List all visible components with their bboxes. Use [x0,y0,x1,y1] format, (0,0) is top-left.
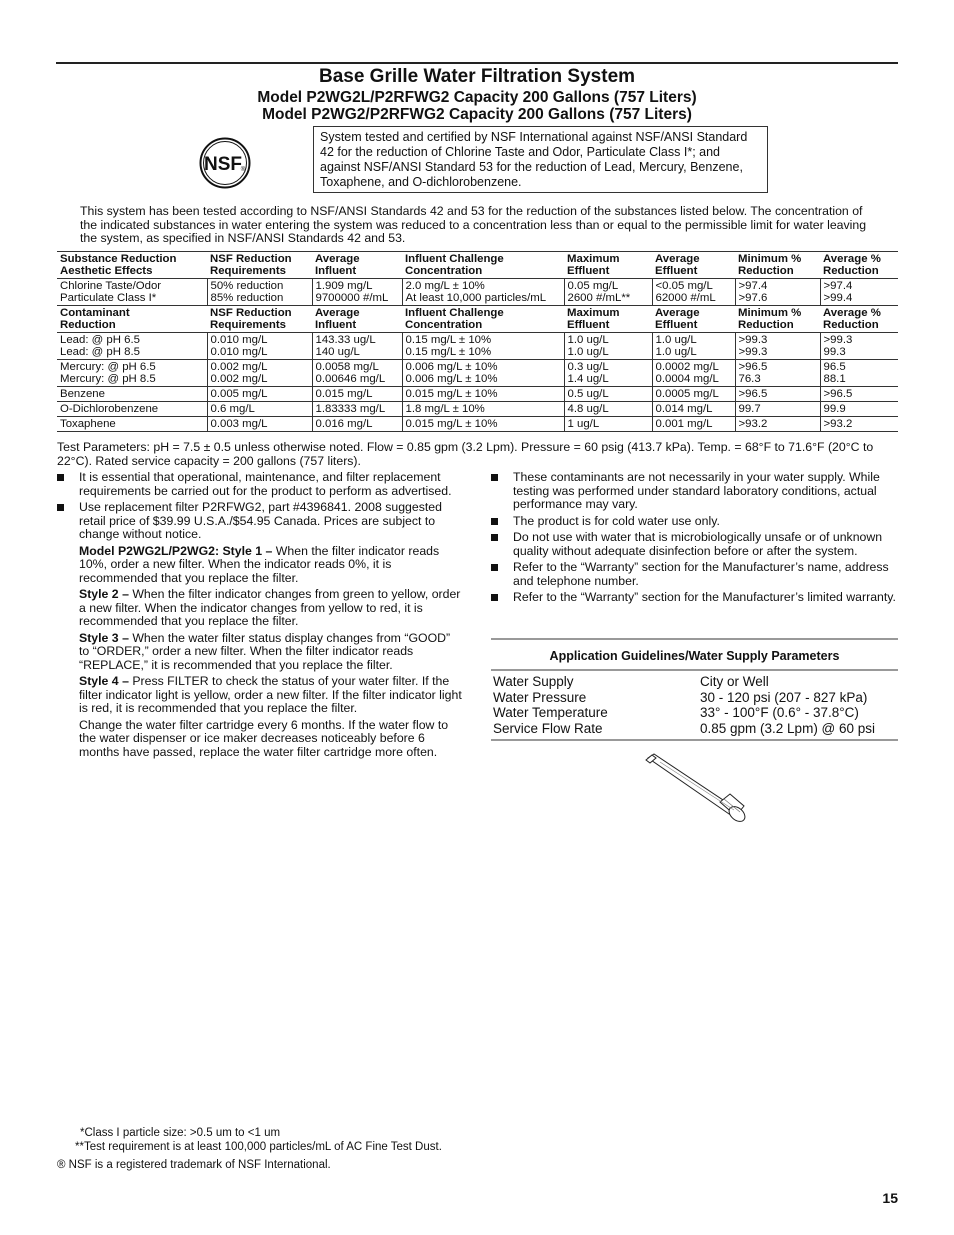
application-guidelines-table [491,674,898,736]
table-cell: 0.010 mg/L 0.010 mg/L [207,333,312,360]
application-guidelines [491,638,898,741]
water-filter-cartridge-illustration [640,750,750,830]
bullet-icon [57,504,64,511]
list-item-text: The product is for cold water use only. [513,513,720,528]
top-rule [56,62,898,64]
list-item-text: Do not use with water that is microbiologically unsafe or of unknown quality without adequate disinfection before or after the system. [513,530,883,558]
table-row [57,279,898,306]
table-row [491,705,898,721]
list-item [491,531,899,558]
list-item [491,515,899,529]
column-header: NSF Reduction Requirements [210,307,292,331]
table-row [491,690,898,706]
change-filter-note: Change the water filter cartridge every 6 months. If the water flow to the water dispenser or ice maker decreases noticeably before 6 months have passed, replace the water filter cartridge more often. [79,717,449,759]
table-cell: 0.015 mg/L ± 10% [402,417,564,432]
style-3-text: When the water filter status display changes from “GOOD” to “ORDER,” order a new filter. When the filter indicator reads “REPLACE,” it is recommended that you replace the filter. [79,630,451,672]
model-subtitle-1: Model P2WG2L/P2RFWG2 Capacity 200 Gallons (757 Liters) [257,89,697,106]
column-header: Average Effluent [655,307,700,331]
table-cell: 143.33 ug/L 140 ug/L [312,333,402,360]
table-row [57,417,898,432]
table-cell: 0.016 mg/L [312,417,402,432]
table-cell: 99.7 [735,402,820,417]
table-cell: Toxaphene [60,418,116,430]
bullet-icon [491,534,498,541]
intro-paragraph: This system has been tested according to NSF/ANSI Standards 42 and 53 for the reduction of the substances listed below. The concentration of the indicated substances in water entering the system was reduced to a concentration less than or equal to the permissible limit for water leaving the system, as specified in NSF/ANSI Standards 42 and 53. [80,204,867,245]
table-header-row [57,306,898,333]
table-cell: 0.15 mg/L ± 10% 0.15 mg/L ± 10% [402,333,564,360]
table-cell: 0.001 mg/L [652,417,735,432]
bullet-icon [491,594,498,601]
table-cell: 0.0005 mg/L [652,387,735,402]
table-cell: <0.05 mg/L 62000 #/mL [652,279,735,306]
style-4-label: Style 4 – [79,674,129,688]
list-item-text: It is essential that operational, maintenance, and filter replacement requirements be carried out for the product to perform as advertised. [79,470,452,498]
table-cell: Chlorine Taste/Odor Particulate Class I* [60,280,162,304]
table-cell: 0.3 ug/L 1.4 ug/L [564,360,652,387]
performance-data-table [57,251,898,432]
table-row [57,360,898,387]
page-number: 15 [882,1190,898,1206]
table-cell: 0.005 mg/L [207,387,312,402]
table-cell: 1.83333 mg/L [312,402,402,417]
table-cell: >99.3 >99.3 [735,333,820,360]
table-cell: 0.0058 mg/L 0.00646 mg/L [312,360,402,387]
list-item [57,471,462,498]
footnote-trademark: ® NSF is a registered trademark of NSF International. [57,1159,331,1171]
column-header: Average % Reduction [823,253,881,277]
table-cell: >96.5 [820,387,898,402]
left-column [57,471,462,762]
style-3-note [57,632,462,673]
column-header: Average Influent [315,307,360,331]
column-header: Average % Reduction [823,307,881,331]
table-cell: 50% reduction 85% reduction [207,279,312,306]
table-cell: >93.2 [820,417,898,432]
page-title: Base Grille Water Filtration System [318,66,636,87]
svg-text:®: ® [240,167,246,173]
list-item-text: These contaminants are not necessarily in your water supply. While testing was performed under standard laboratory conditions, actual performance may vary. [513,470,880,511]
footnote-particle-size: *Class I particle size: >0.5 um to <1 um [80,1127,281,1139]
table-cell: 1.0 ug/L 1.0 ug/L [564,333,652,360]
bullet-icon [491,564,498,571]
param-label: Water Supply [493,674,574,689]
list-item [491,591,899,605]
test-parameters: Test Parameters: pH = 7.5 ± 0.5 unless otherwise noted. Flow = 0.85 gpm (3.2 Lpm). Pressure = 60 psig (413.7 kPa). Temp. = 68°F to 71.6°F (20°C to 22°C). Rated service capacity = 200 gallons (757 liters). [57,440,874,468]
param-value: 33° - 100°F (0.6° - 37.8°C) [700,705,859,720]
table-cell: 1.909 mg/L 9700000 #/mL [312,279,402,306]
table-cell: 0.002 mg/L 0.002 mg/L [207,360,312,387]
column-header: Maximum Effluent [567,253,620,277]
application-guidelines-heading: Application Guidelines/Water Supply Parameters [491,640,898,671]
bullet-icon [57,474,64,481]
param-label: Water Pressure [493,689,587,705]
table-cell: 96.5 88.1 [820,360,898,387]
column-header: Influent Challenge Concentration [405,307,504,331]
table-cell: Benzene [60,388,105,400]
table-cell: 0.05 mg/L 2600 #/mL** [564,279,652,306]
table-cell: 0.006 mg/L ± 10% 0.006 mg/L ± 10% [402,360,564,387]
table-cell: O-Dichlorobenzene [60,403,159,415]
right-column [491,471,899,608]
table-cell: 0.014 mg/L [652,402,735,417]
table-cell: 0.0002 mg/L 0.0004 mg/L [652,360,735,387]
list-item-text: Refer to the “Warranty” section for the Manufacturer’s name, address and telephone number. [513,560,889,588]
param-value: 0.85 gpm (3.2 Lpm) @ 60 psi [700,720,876,736]
column-header: Maximum Effluent [567,307,620,331]
bullet-icon [491,518,498,525]
param-value: 30 - 120 psi (207 - 827 kPa) [700,689,868,705]
column-header: Average Effluent [655,253,700,277]
column-header: Influent Challenge Concentration [405,253,504,277]
footnote-test-requirement: **Test requirement is at least 100,000 particles/mL of AC Fine Test Dust. [75,1141,442,1153]
svg-text:NSF: NSF [204,154,242,175]
style-4-note [57,675,462,716]
table-cell: 0.6 mg/L [207,402,312,417]
list-item [491,471,899,512]
column-header: Minimum % Reduction [738,253,802,277]
table-cell: >96.5 [735,387,820,402]
column-header: Contaminant Reduction [60,307,130,331]
table-cell: >97.4 >99.4 [820,279,898,306]
table-row [57,333,898,360]
style-2-label: Style 2 – [79,587,129,601]
table-cell: Mercury: @ pH 6.5 Mercury: @ pH 8.5 [60,361,156,385]
model-subtitle-2: Model P2WG2/P2RFWG2 Capacity 200 Gallons (757 Liters) [262,106,692,123]
style-2-note [57,588,462,629]
table-cell: 0.015 mg/L ± 10% [402,387,564,402]
table-cell: 1 ug/L [564,417,652,432]
table-cell: >93.2 [735,417,820,432]
column-header: Substance Reduction Aesthetic Effects [60,253,177,277]
param-label: Water Temperature [493,705,608,720]
table-cell: >96.5 76.3 [735,360,820,387]
table-cell: 0.003 mg/L [207,417,312,432]
param-value: City or Well [700,674,769,689]
table-row [57,387,898,402]
list-item-text: Refer to the “Warranty” section for the Manufacturer’s limited warranty. [513,590,896,604]
table-cell: 4.8 ug/L [564,402,652,417]
table-cell: >97.4 >97.6 [735,279,820,306]
table-row [57,402,898,417]
table-cell: 2.0 mg/L ± 10% At least 10,000 particles/mL [402,279,564,306]
style-1-note [57,545,462,586]
bullet-icon [491,474,498,481]
style-3-label: Style 3 – [79,630,129,645]
certification-box: System tested and certified by NSF International against NSF/ANSI Standard 42 for the reduction of Chlorine Taste and Odor, Particulate Class I*; and against NSF/ANSI Standard 53 for the reduction of Lead, Mercury, Benzene, Toxaphene, and O-dichlorobenzene. [313,126,768,193]
param-label: Service Flow Rate [493,720,603,736]
column-header: NSF Reduction Requirements [210,253,292,277]
table-cell: 0.5 ug/L [564,387,652,402]
table-row [491,721,898,737]
table-cell: 0.015 mg/L [312,387,402,402]
style-1-label: Model P2WG2L/P2WG2: Style 1 – [79,543,273,558]
style-1-text: When the filter indicator reads 10%, order a new filter. When the indicator reads 0%, it is recommended that you replace the filter. [79,543,440,585]
table-row [491,674,898,690]
style-4-text: Press FILTER to check the status of your water filter. If the filter indicator light is yellow, order a new filter. If the filter indicator light is red, it is recommended that you replace the filter. [79,674,462,715]
nsf-logo-icon [199,137,251,189]
column-header: Minimum % Reduction [738,307,802,331]
list-item [57,501,462,542]
table-cell: Lead: @ pH 6.5 Lead: @ pH 8.5 [60,334,140,358]
table-cell: 1.0 ug/L 1.0 ug/L [652,333,735,360]
table-cell: 1.8 mg/L ± 10% [402,402,564,417]
list-item [491,561,899,588]
table-cell: 99.9 [820,402,898,417]
style-2-text: When the filter indicator changes from green to yellow, order a new filter. When the indicator changes from yellow to red, it is recommended that you replace the filter. [79,587,461,628]
column-header: Average Influent [315,253,360,277]
divider [491,739,898,741]
table-header-row [57,252,898,279]
table-cell: >99.3 99.3 [820,333,898,360]
list-item-text: Use replacement filter P2RFWG2, part #4396841. 2008 suggested retail price of $39.99 U.S.A./$54.95 Canada. Prices are subject to change without notice. [79,500,442,541]
